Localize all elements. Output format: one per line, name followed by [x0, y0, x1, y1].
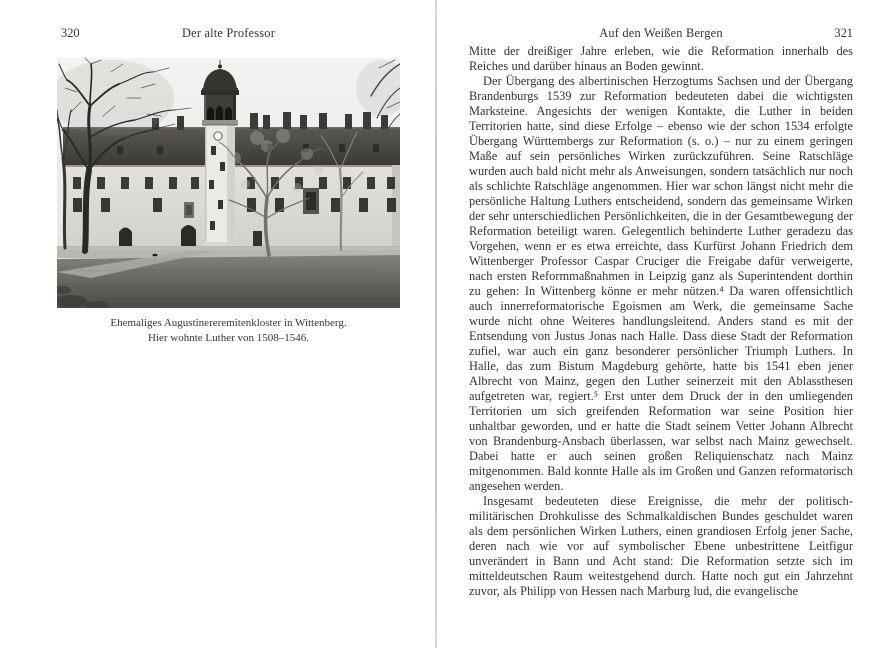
left-running-header: Der alte Professor	[181, 26, 276, 40]
right-page-number: 321	[834, 26, 853, 40]
photo-ground	[57, 246, 400, 308]
paragraph-uebergang: Der Übergang des albertinischen Herzogtums Sachsen und der Übergang Brandenburgs 1539 zur Reformation bedeuteten dabei die wichtigsten Marksteine. Angesichts der wenigen Kontakte, die Luther in beiden Territorien hatte, sind diese Erfolge – ebenso wie der schon 1534 erfolgte Übergang Württembergs zur Reformation (s. o.) – nur zu einem geringen Maße auf sein persönliches Wirken zurückzuführen. Seine Ratschläge wurden auch bald nicht mehr als Anweisungen, sondern tatsächlich nur noch als schlichte Ratschläge angenommen. Hier war schon längst nicht mehr die persönliche Haltung Luthers entscheidend, sondern das gemeinsame Wirken der sehr unterschiedlichen Persönlichkeiten, die in der Gesamtbewegung der Reformation beteiligt waren. Gelegentlich behinderte Luther geradezu das Vorgehen, wenn er es etwa erreichte, dass Kurfürst Johann Friedrich dem Wittenberger Professor Caspar Cruciger die Freigabe dafür verweigerte, nach ersten Reformmaßnahmen in Leipzig ganz als Superintendent dorthin zu gehen: In Wittenberg könne er mehr nützen.⁴ Da waren offensichtlich auch innerreformatorische Egoismen am Werk, die gemeinsame Sache wurde nicht ohne Weiteres handlungsleitend. Anders stand es mit der Entsendung von Justus Jonas nach Halle. Dass diese Stadt der Reformation zufiel, war auch ein ganz besonderer persönlicher Triumph Luthers. In Halle, das zum Bistum Magdeburg gehörte, hatte bis 1541 eben jener Albrecht von Mainz, gegen den Luther seinerzeit mit den Ablassthesen aufgetreten war, regiert.⁵ Erst unter dem Druck der in den umliegenden Territorien um sich greifenden Reformation war seine Position hier unhaltbar geworden, und er hatte die Stadt seinem Vetter Johann Albrecht von Brandenburg-Ansbach überlassen, war selbst nach Mainz gewechselt. Dabei hatte er auch seinen großen Reliquienschatz nach Mainz mitgenommen. Bald konnte Halle als im Großen und Ganzen reformatorisch angesehen werden.	[469, 74, 853, 493]
monastery-photo-figure	[57, 58, 400, 346]
photo-tower-clock	[214, 132, 222, 140]
photo-caption-line-2: Hier wohnte Luther von 1508–1546.	[148, 332, 309, 344]
right-page-header	[469, 26, 853, 40]
left-page-header	[57, 26, 400, 40]
left-page	[0, 0, 437, 648]
body-text	[469, 44, 853, 599]
right-running-header: Auf den Weißen Bergen	[599, 26, 723, 40]
page-gutter	[435, 0, 437, 648]
photo-portal-ornament	[184, 202, 194, 218]
photo-oriel-window	[303, 188, 319, 214]
right-page	[437, 0, 875, 648]
paragraph-insgesamt: Insgesamt bedeuteten diese Ereignisse, die mehr der politisch-militärischen Drohkulisse des Schmalkaldischen Bundes geschuldet waren als dem persönlichen Wirken Luthers, einen grandiosen Erfolg jener Sache, deren nach wie vor auf symbolischer Ebene unbestrittene Leitfigur unverändert in Bann und Acht stand: Die Reformation setzte sich im mitteldeutschen Raum weitestgehend durch. Hatte noch gut ein Jahrzehnt zuvor, als Philipp von Hessen nach Marburg lud, die evangelische	[469, 494, 853, 598]
left-page-number: 320	[61, 26, 80, 40]
photo-caption	[57, 316, 400, 346]
paragraph-continuation: Mitte der dreißiger Jahre erleben, wie die Reformation innerhalb des Reiches und darüber hinaus an Boden gewinnt.	[469, 44, 853, 73]
photo-caption-line-1: Ehemaliges Augustinereremitenkloster in Wittenberg.	[110, 317, 347, 329]
monastery-photo	[57, 58, 400, 308]
